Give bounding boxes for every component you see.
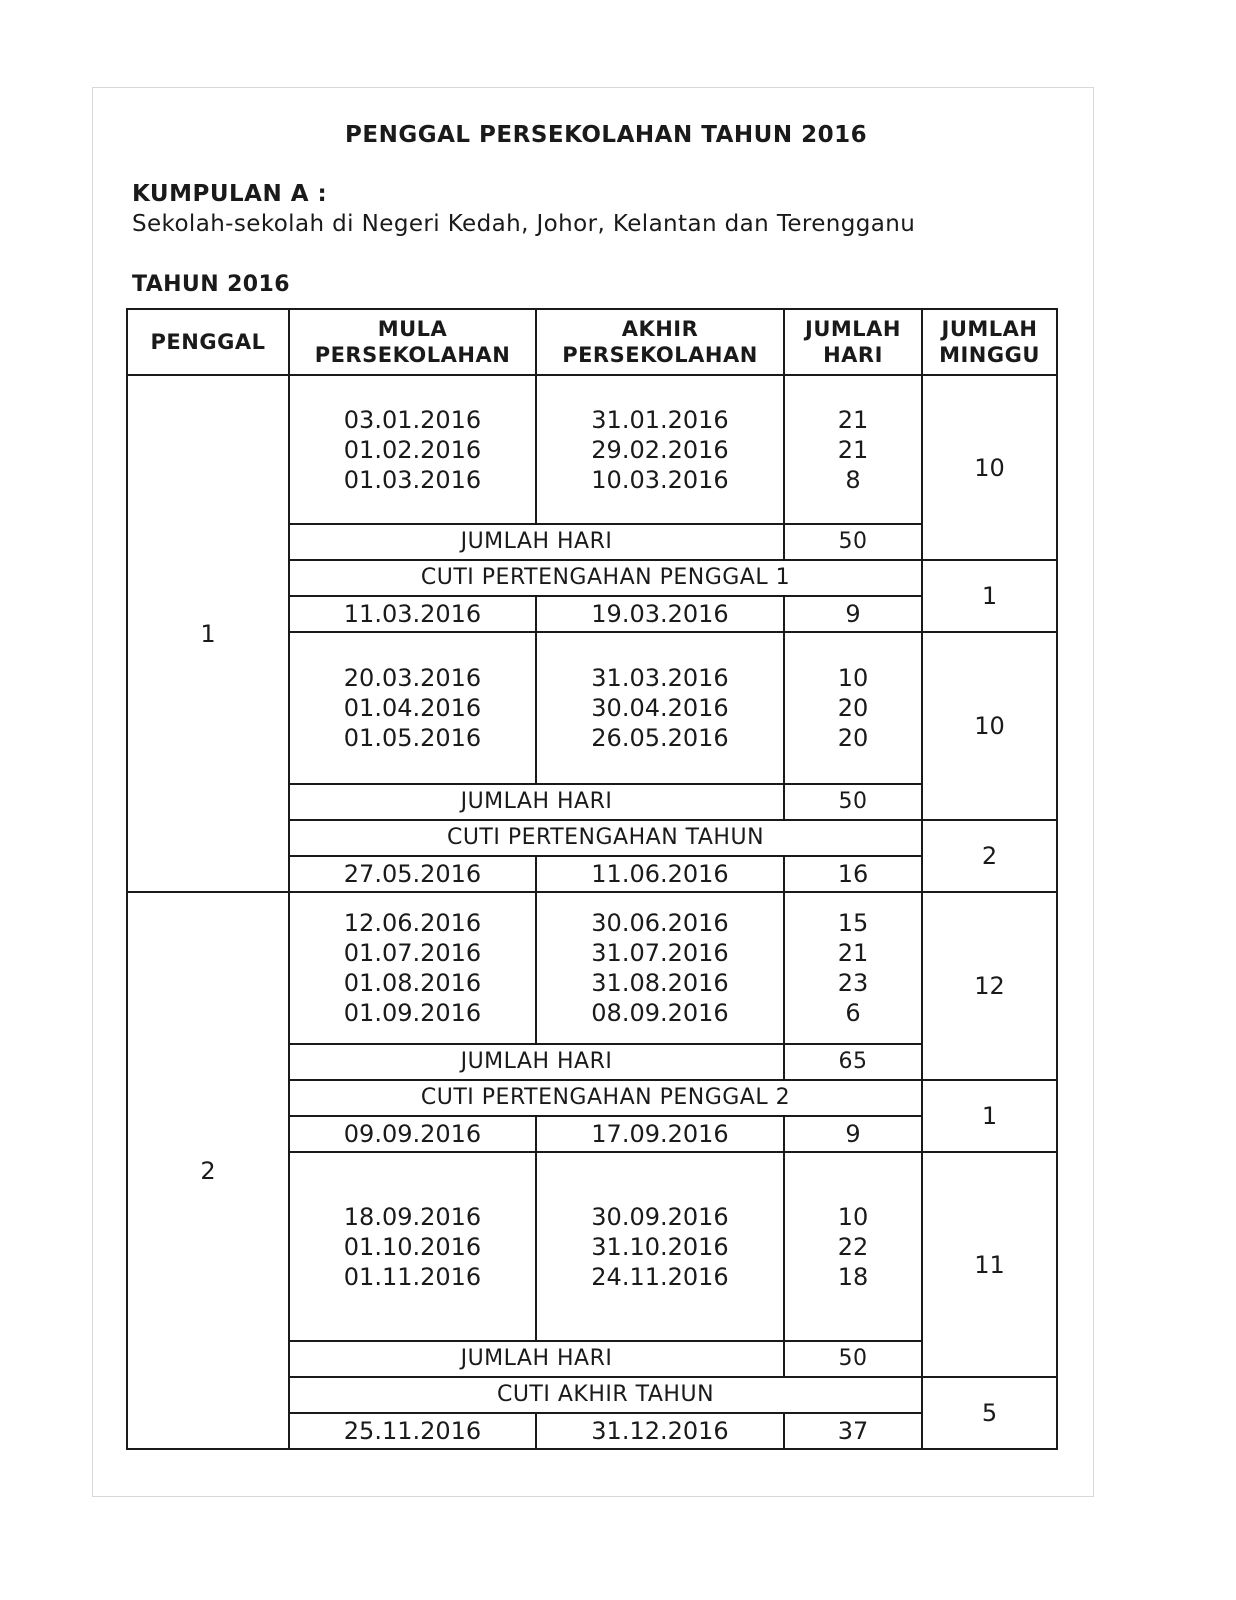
term-cell: 2 [127, 892, 289, 1449]
header-akhir: AKHIR PERSEKOLAHAN [536, 309, 784, 375]
mula-dates: 20.03.2016 01.04.2016 01.05.2016 [289, 632, 536, 784]
minggu-value: 1 [922, 1080, 1057, 1152]
minggu-value: 10 [922, 375, 1057, 560]
hari-values: 10 20 20 [784, 632, 922, 784]
break-label: CUTI PERTENGAHAN PENGGAL 1 [289, 560, 922, 596]
table-row [127, 375, 1057, 524]
minggu-value: 1 [922, 560, 1057, 632]
minggu-value: 11 [922, 1152, 1057, 1377]
header-jumlah-hari: JUMLAH HARI [784, 309, 922, 375]
break-akhir: 11.06.2016 [536, 856, 784, 892]
akhir-dates: 30.09.2016 31.10.2016 24.11.2016 [536, 1152, 784, 1341]
minggu-value: 5 [922, 1377, 1057, 1449]
year-label: TAHUN 2016 [132, 272, 290, 297]
break-mula: 09.09.2016 [289, 1116, 536, 1152]
group-label: KUMPULAN A : [132, 181, 328, 207]
break-akhir: 17.09.2016 [536, 1116, 784, 1152]
break-mula: 27.05.2016 [289, 856, 536, 892]
jumlah-hari-label: JUMLAH HARI [289, 784, 784, 820]
akhir-dates: 31.03.2016 30.04.2016 26.05.2016 [536, 632, 784, 784]
jumlah-hari-value: 50 [784, 1341, 922, 1377]
table-header-row [127, 309, 1057, 375]
mula-dates: 03.01.2016 01.02.2016 01.03.2016 [289, 375, 536, 524]
mula-dates: 12.06.2016 01.07.2016 01.08.2016 01.09.2016 [289, 892, 536, 1044]
break-hari: 9 [784, 1116, 922, 1152]
jumlah-hari-label: JUMLAH HARI [289, 1044, 784, 1080]
header-jumlah-minggu: JUMLAH MINGGU [922, 309, 1057, 375]
break-hari: 16 [784, 856, 922, 892]
page-title: PENGGAL PERSEKOLAHAN TAHUN 2016 [345, 122, 868, 148]
mula-dates: 18.09.2016 01.10.2016 01.11.2016 [289, 1152, 536, 1341]
header-penggal: PENGGAL [127, 309, 289, 375]
group-description: Sekolah-sekolah di Negeri Kedah, Johor, Kelantan dan Terengganu [132, 211, 916, 237]
jumlah-hari-value: 50 [784, 784, 922, 820]
jumlah-hari-value: 50 [784, 524, 922, 560]
break-mula: 25.11.2016 [289, 1413, 536, 1449]
hari-values: 10 22 18 [784, 1152, 922, 1341]
school-term-table [126, 308, 1058, 1450]
minggu-value: 2 [922, 820, 1057, 892]
break-label: CUTI PERTENGAHAN PENGGAL 2 [289, 1080, 922, 1116]
akhir-dates: 31.01.2016 29.02.2016 10.03.2016 [536, 375, 784, 524]
hari-values: 21 21 8 [784, 375, 922, 524]
jumlah-hari-label: JUMLAH HARI [289, 524, 784, 560]
jumlah-hari-label: JUMLAH HARI [289, 1341, 784, 1377]
break-label: CUTI PERTENGAHAN TAHUN [289, 820, 922, 856]
break-mula: 11.03.2016 [289, 596, 536, 632]
break-akhir: 19.03.2016 [536, 596, 784, 632]
akhir-dates: 30.06.2016 31.07.2016 31.08.2016 08.09.2016 [536, 892, 784, 1044]
break-hari: 37 [784, 1413, 922, 1449]
minggu-value: 12 [922, 892, 1057, 1080]
hari-values: 15 21 23 6 [784, 892, 922, 1044]
header-mula: MULA PERSEKOLAHAN [289, 309, 536, 375]
term-cell: 1 [127, 375, 289, 892]
break-hari: 9 [784, 596, 922, 632]
jumlah-hari-value: 65 [784, 1044, 922, 1080]
minggu-value: 10 [922, 632, 1057, 820]
break-label: CUTI AKHIR TAHUN [289, 1377, 922, 1413]
table-row [127, 892, 1057, 1044]
break-akhir: 31.12.2016 [536, 1413, 784, 1449]
